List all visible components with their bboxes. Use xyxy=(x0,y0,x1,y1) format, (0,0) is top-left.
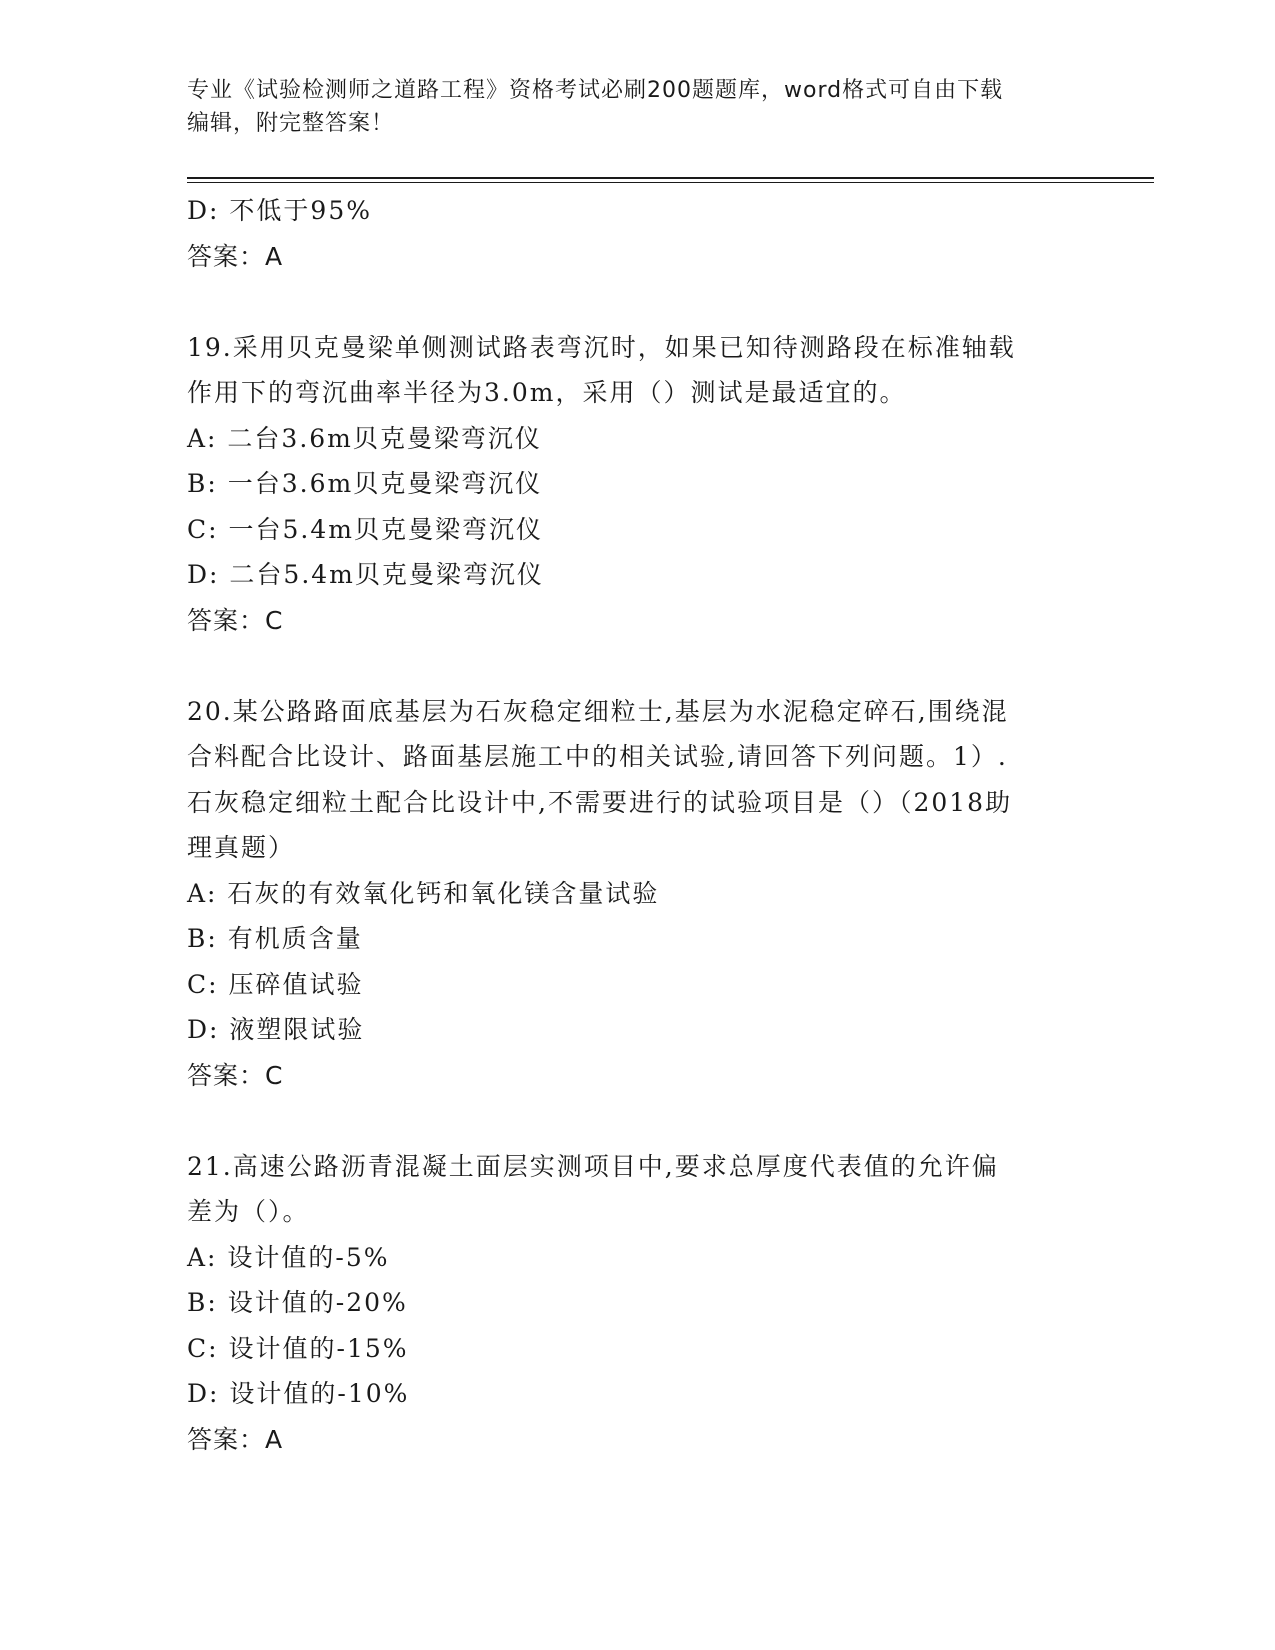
question-stem-line: 作用下的弯沉曲率半径为3.0m，采用（）测试是最适宜的。 xyxy=(187,378,907,407)
option-d: D: 二台5.4m贝克曼梁弯沉仪 xyxy=(187,560,544,589)
header-line: 编辑，附完整答案！ xyxy=(187,111,395,136)
answer-line: 答案：A xyxy=(187,241,284,271)
question-stem-line: 石灰稳定细粒土配合比设计中,不需要进行的试验项目是（）（2018助 xyxy=(187,787,1013,817)
question-stem-line: 合料配合比设计、路面基层施工中的相关试验,请回答下列问题。1）. xyxy=(187,742,1008,771)
option-a: A: 二台3.6m贝克曼梁弯沉仪 xyxy=(187,423,542,453)
spacer xyxy=(187,1098,1087,1144)
question-stem-line: 20.某公路路面底基层为石灰稳定细粒士,基层为水泥稳定碎石,围绕混 xyxy=(187,696,1009,726)
question-stem-line: 19.采用贝克曼梁单侧测试路表弯沉时，如果已知待测路段在标准轴载 xyxy=(187,332,1016,362)
question-block xyxy=(187,689,1087,1099)
question-stem-line: 理真题） xyxy=(187,833,296,862)
question-block xyxy=(187,1144,1087,1463)
option-c: C: 压碎值试验 xyxy=(187,969,364,999)
option-c: C: 设计值的-15% xyxy=(187,1333,409,1363)
answer-line: 答案：C xyxy=(187,605,284,635)
header-divider-thin xyxy=(187,182,1154,183)
option-a: A: 设计值的-5% xyxy=(187,1242,390,1272)
question-block xyxy=(187,325,1087,644)
option-a: A: 石灰的有效氧化钙和氧化镁含量试验 xyxy=(187,878,660,908)
option-d: D: 液塑限试验 xyxy=(187,1015,365,1044)
answer-line: 答案：A xyxy=(187,1424,284,1454)
page-header xyxy=(187,74,1087,140)
header-line: 专业《试验检测师之道路工程》资格考试必刷200题题库，word格式可自由下载 xyxy=(187,78,1004,103)
option-b: B: 有机质含量 xyxy=(187,924,363,953)
spacer xyxy=(187,279,1087,325)
answer-line: 答案：C xyxy=(187,1060,284,1090)
option-d: D: 设计值的-10% xyxy=(187,1379,410,1408)
option-d: D: 不低于95% xyxy=(187,196,372,225)
header-divider xyxy=(187,177,1154,179)
option-c: C: 一台5.4m贝克曼梁弯沉仪 xyxy=(187,514,543,544)
question-list xyxy=(187,188,1087,1462)
question-stem-line: 差为（）。 xyxy=(187,1197,310,1226)
question-stem-line: 21.高速公路沥青混凝土面层实测项目中,要求总厚度代表值的允许偏 xyxy=(187,1151,999,1181)
spacer xyxy=(187,643,1087,689)
option-b: B: 一台3.6m贝克曼梁弯沉仪 xyxy=(187,469,543,498)
question-block xyxy=(187,188,1087,279)
option-b: B: 设计值的-20% xyxy=(187,1288,408,1317)
